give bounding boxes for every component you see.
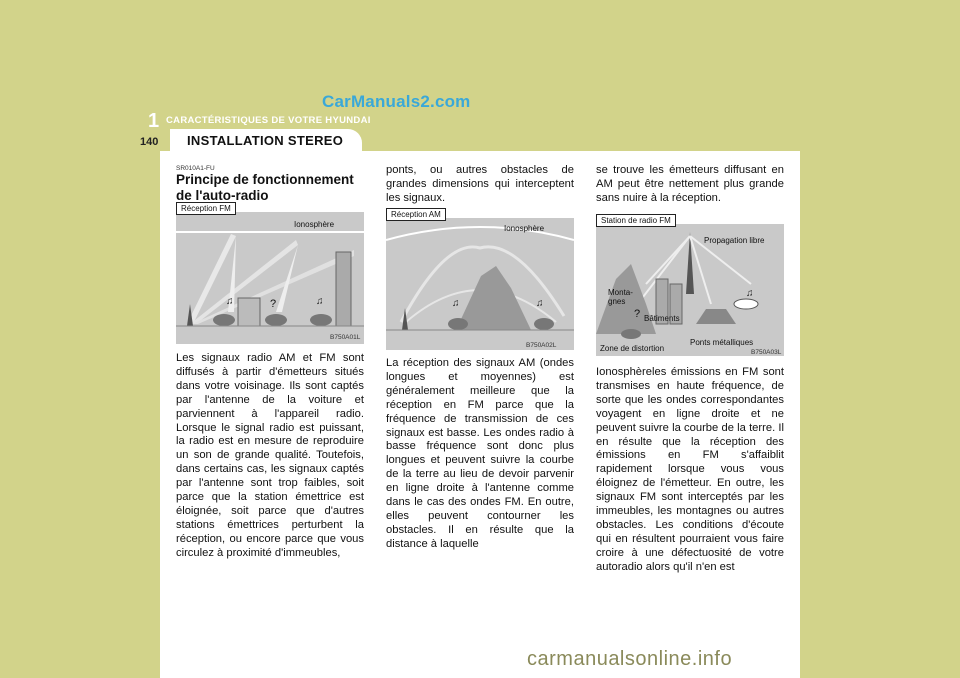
am-reception-illustration — [386, 218, 574, 350]
column-3-text — [596, 366, 784, 575]
buildings-label: Bâtiments — [644, 314, 680, 323]
fm-reception-figure — [176, 204, 364, 344]
column-2-top-text — [386, 164, 574, 206]
watermark-link-top[interactable]: CarManuals2.com — [322, 92, 471, 111]
figure-label: Réception AM — [386, 208, 446, 221]
body-paragraph: se trouve les émetteurs diffusant en AM peut être nettement plus grande sans nuire à la réception. — [596, 164, 784, 204]
figure-label: Station de radio FM — [596, 214, 676, 227]
section-title: INSTALLATION STEREO — [187, 133, 344, 148]
fm-reception-illustration — [176, 212, 364, 344]
figure-code: B750A02L — [526, 342, 557, 349]
propagation-label: Propagation libre — [704, 236, 765, 245]
svg-text:♫: ♫ — [746, 288, 754, 299]
svg-text:♫: ♫ — [316, 296, 324, 307]
column-2-text — [386, 357, 574, 552]
section-heading: Principe de fonctionnement de l'auto-radio — [176, 172, 354, 203]
mountains-label: Monta- gnes — [608, 288, 633, 306]
column-1-text — [176, 352, 364, 561]
ionosphere-label: Ionosphère — [504, 224, 545, 233]
figure-code: B750A03L — [751, 349, 782, 356]
chapter-number: 1 — [148, 110, 160, 132]
chapter-title: CARACTÉRISTIQUES DE VOTRE HYUNDAI — [166, 115, 371, 126]
figure-label: Réception FM — [176, 202, 236, 215]
page-number: 140 — [140, 136, 159, 148]
figure-code: B750A01L — [330, 334, 361, 341]
am-reception-figure — [386, 210, 574, 350]
bridges-label: Ponts métalliques — [690, 338, 754, 347]
section-code: SR010A1-FU — [176, 165, 215, 172]
question-mark: ? — [634, 308, 641, 320]
body-paragraph: Les signaux radio AM et FM sont diffusés à partir d'émetteurs situés dans votre voisinage. Ils sont captés par l'antenne de la voiture et parviennent à l'appareil radio. Lorsque le signal radio est puissant, la radio est en mesure de reproduire un son de grande qualité. Toutefois, dans certains cas, les signaux captés par l'antenne sont trop faibles, soit parce que la station émettrice est éloignée, soit parce que d'autres stations émettrices perturbent la réception, ou encore parce que vous circulez à proximité d'immeubles, — [176, 352, 364, 559]
body-paragraph: Ionosphèreles émissions en FM sont transmises en haute fréquence, de sorte que les ondes correspondantes voyagent en ligne droite et ne peuvent suivre la courbe de la terre. Il en résulte que la réception des émissions en FM s'affaiblit rapidement lorsque vous vous éloignez de l'émetteur. En outre, les signaux FM sont interceptés par les immeubles, les montagnes ou autres obstacles. Les conditions d'écoute qui en résultent pourraient vous faire croire à une défectuosité de votre autoradio alors qu'il n'en est — [596, 366, 784, 573]
body-paragraph: ponts, ou autres obstacles de grandes dimensions qui interceptent les signaux. — [386, 164, 574, 204]
column-3-top-text — [596, 164, 784, 206]
svg-text:♫: ♫ — [452, 298, 460, 309]
watermark-link-bottom[interactable]: carmanualsonline.info — [527, 648, 733, 670]
fm-station-figure — [596, 216, 784, 356]
body-paragraph: La réception des signaux AM (ondes longues et moyennes) est généralement meilleure que la réception en FM parce que la fréquence de transmission de ces signaux est basse. Les ondes radio à basse fréquence sont donc plus longues et peuvent suivre la courbe de la terre au lieu de devoir parvenir en ligne droite à l'antenne comme dans le cas des ondes FM. En outre, elles peuvent contourner les obstacles. Il en résulte que la distance à laquelle — [386, 357, 574, 550]
ionosphere-label: Ionosphère — [294, 220, 335, 229]
distortion-label: Zone de distortion — [600, 344, 665, 353]
question-mark: ? — [270, 298, 277, 310]
svg-text:♫: ♫ — [226, 296, 234, 307]
svg-text:♫: ♫ — [536, 298, 544, 309]
